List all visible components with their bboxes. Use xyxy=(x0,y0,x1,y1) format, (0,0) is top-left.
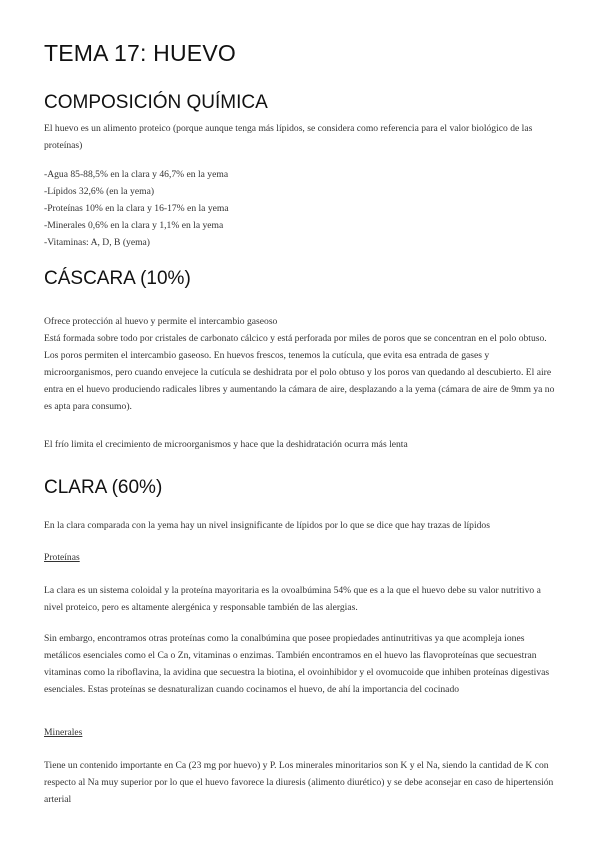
clara-paragraph-1: En la clara comparada con la yema hay un nivel insignificante de lípidos por lo que se dice que hay trazas de lípidos xyxy=(44,520,490,531)
cascara-paragraph-3: El frío limita el crecimiento de microorganismos y hace que la deshidratación ocurra más lenta xyxy=(44,439,408,450)
list-item: -Vitaminas: A, D, B (yema) xyxy=(44,237,150,248)
subheading-minerales: Minerales xyxy=(44,727,83,738)
list-item: -Minerales 0,6% en la clara y 1,1% en la yema xyxy=(44,220,224,231)
list-item: -Lípidos 32,6% (en la yema) xyxy=(44,186,155,197)
heading-clara: CLARA (60%) xyxy=(44,477,163,498)
clara-paragraph-4: Tiene un contenido importante en Ca (23 mg por huevo) y P. Los minerales minoritarios son K y el Na, siendo la cantidad de K con respecto al Na muy superior por lo que el huevo favorece la diuresis (alimento diurético) y se debe aconsejar en caso de hipertensión arterial xyxy=(44,760,554,805)
heading-cascara: CÁSCARA (10%) xyxy=(44,268,191,289)
clara-paragraph-2: La clara es un sistema coloidal y la proteína mayoritaria es la ovoalbúmina 54% que es a la que el huevo debe su valor nutritivo a nivel proteico, pero es altamente alergénica y responsable también de las alergias. xyxy=(44,585,541,613)
clara-paragraph-3: Sin embargo, encontramos otras proteínas como la conalbúmina que posee propiedades antinutritivas ya que acompleja iones metálicos esenciales como el Ca o Zn, vitaminas o enzimas. También encontramos en el huevo las flavoproteínas que secuestran vitaminas como la riboflavina, la avidina que secuestra la biotina, el ovoinhibidor y el ovomucoide que inhiben proteínas digestivas esenciales. Estas proteínas se desnaturalizan cuando cocinamos el huevo, de ahí la importancia del cocinado xyxy=(44,633,550,695)
list-item: -Agua 85-88,5% en la clara y 46,7% en la yema xyxy=(44,169,229,180)
heading-composicion: COMPOSICIÓN QUÍMICA xyxy=(44,92,268,113)
cascara-paragraph-2: Está formada sobre todo por cristales de carbonato cálcico y está perforada por miles de poros que se concentran en el polo obtuso. Los poros permiten el intercambio gaseoso. En huevos frescos, tenemos la cutícula, que evita esa entrada de gases y microorganismos, pero cuando envejece la cutícula se deshidrata por el polo obtuso y los poros van quedando al descubierto. El aire entra en el huevo produciendo radicales libres y aumentando la cámara de aire, desplazando a la yema (cámara de aire de 9mm ya no es apta para consumo). xyxy=(44,333,555,412)
list-item: -Proteínas 10% en la clara y 16-17% en la yema xyxy=(44,203,229,214)
subheading-proteinas: Proteínas xyxy=(44,552,80,563)
composicion-intro: El huevo es un alimento proteico (porque aunque tenga más lípidos, se considera como referencia para el valor biológico de las proteínas) xyxy=(44,123,533,151)
document-title: TEMA 17: HUEVO xyxy=(44,40,236,66)
cascara-paragraph-1: Ofrece protección al huevo y permite el intercambio gaseoso xyxy=(44,316,278,327)
composicion-list xyxy=(44,166,559,251)
